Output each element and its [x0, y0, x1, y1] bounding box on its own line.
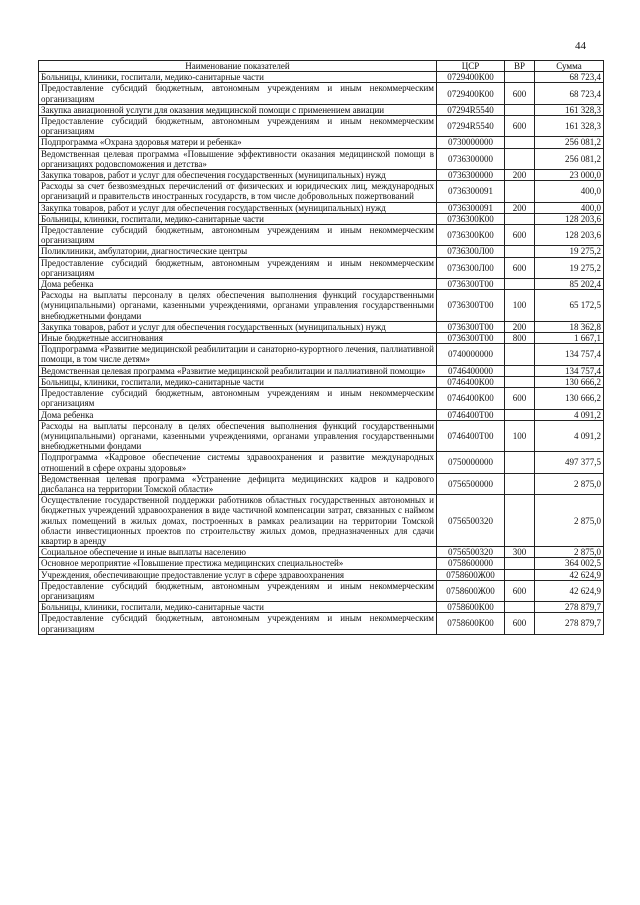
table-body [39, 72, 604, 635]
cell-sum: 134 757,4 [535, 344, 604, 365]
cell-csr: 0736300К00 [437, 213, 505, 224]
header-csr: ЦСР [437, 61, 505, 72]
cell-name: Расходы на выплаты персоналу в целях обеспечения выполнения функций государственными (муниципальными) органами, казенными учреждениями, органами управления государственными внебюджетными фондами [39, 290, 437, 322]
cell-vr [505, 148, 535, 169]
cell-vr [505, 137, 535, 148]
cell-vr [505, 558, 535, 569]
table-row [39, 547, 604, 558]
table-row [39, 580, 604, 601]
cell-csr: 0736300Т00 [437, 333, 505, 344]
table-row [39, 72, 604, 83]
table-row [39, 473, 604, 494]
cell-vr: 600 [505, 225, 535, 246]
table-row [39, 376, 604, 387]
cell-csr: 0729400К00 [437, 83, 505, 104]
cell-name: Больницы, клиники, госпитали, медико-санитарные части [39, 213, 437, 224]
cell-name: Дома ребенка [39, 279, 437, 290]
cell-name: Расходы за счет безвозмездных перечислений от физических и юридических лиц, международных организаций и правительств иностранных государств, в том числе добровольных пожертвований [39, 181, 437, 202]
cell-csr: 0746400000 [437, 365, 505, 376]
cell-vr [505, 213, 535, 224]
table-row [39, 602, 604, 613]
cell-csr: 0736300091 [437, 181, 505, 202]
cell-vr: 100 [505, 420, 535, 452]
cell-vr [505, 409, 535, 420]
cell-name: Больницы, клиники, госпитали, медико-санитарные части [39, 376, 437, 387]
header-sum: Сумма [535, 61, 604, 72]
cell-csr: 0756500320 [437, 495, 505, 547]
cell-csr: 0746400Т00 [437, 420, 505, 452]
cell-sum: 42 624,9 [535, 580, 604, 601]
cell-name: Дома ребенка [39, 409, 437, 420]
cell-csr: 0736300Т00 [437, 279, 505, 290]
cell-vr [505, 473, 535, 494]
cell-csr: 0758600Ж00 [437, 569, 505, 580]
cell-vr [505, 181, 535, 202]
cell-vr: 600 [505, 388, 535, 409]
cell-vr: 200 [505, 170, 535, 181]
cell-vr: 200 [505, 202, 535, 213]
cell-sum: 4 091,2 [535, 409, 604, 420]
cell-name: Поликлиники, амбулатории, диагностические центры [39, 246, 437, 257]
header-name: Наименование показателей [39, 61, 437, 72]
table-row [39, 148, 604, 169]
cell-sum: 128 203,6 [535, 225, 604, 246]
cell-name: Предоставление субсидий бюджетным, автономным учреждениям и иным некоммерческим организациям [39, 613, 437, 634]
cell-name: Ведомственная целевая программа «Повышение эффективности оказания медицинской помощи в организациях родовспоможения и детства» [39, 148, 437, 169]
cell-name: Подпрограмма «Развитие медицинской реабилитации и санаторно-курортного лечения, паллиативной помощи, в том числе детям» [39, 344, 437, 365]
cell-csr: 0750000000 [437, 452, 505, 473]
cell-csr: 0736300Л00 [437, 257, 505, 278]
cell-sum: 18 362,8 [535, 321, 604, 332]
table-row [39, 137, 604, 148]
cell-name: Предоставление субсидий бюджетным, автономным учреждениям и иным некоммерческим организациям [39, 257, 437, 278]
cell-vr [505, 602, 535, 613]
cell-sum: 400,0 [535, 181, 604, 202]
cell-name: Ведомственная целевая программа «Развитие медицинской реабилитации и паллиативной помощи» [39, 365, 437, 376]
cell-csr: 0736300000 [437, 170, 505, 181]
cell-csr: 0746400Т00 [437, 409, 505, 420]
table-row [39, 279, 604, 290]
cell-csr: 0730000000 [437, 137, 505, 148]
table-row [39, 388, 604, 409]
table-header-row [39, 61, 604, 72]
cell-csr: 0746400К00 [437, 388, 505, 409]
cell-sum: 4 091,2 [535, 420, 604, 452]
cell-sum: 161 328,3 [535, 104, 604, 115]
table-row [39, 170, 604, 181]
table-row [39, 569, 604, 580]
table-row [39, 83, 604, 104]
table-row [39, 409, 604, 420]
cell-name: Ведомственная целевая программа «Устранение дефицита медицинских кадров и кадрового дисбаланса на территории Томской области» [39, 473, 437, 494]
cell-sum: 278 879,7 [535, 613, 604, 634]
cell-csr: 07294R5540 [437, 104, 505, 115]
cell-vr: 600 [505, 83, 535, 104]
cell-sum: 256 081,2 [535, 137, 604, 148]
cell-vr [505, 452, 535, 473]
table-row [39, 365, 604, 376]
table-row [39, 452, 604, 473]
cell-name: Социальное обеспечение и иные выплаты населению [39, 547, 437, 558]
table-row [39, 202, 604, 213]
cell-csr: 0736300Л00 [437, 246, 505, 257]
cell-vr: 300 [505, 547, 535, 558]
cell-name: Предоставление субсидий бюджетным, автономным учреждениям и иным некоммерческим организациям [39, 225, 437, 246]
cell-csr: 0758600К00 [437, 602, 505, 613]
cell-vr: 800 [505, 333, 535, 344]
cell-vr [505, 104, 535, 115]
cell-vr [505, 279, 535, 290]
cell-name: Предоставление субсидий бюджетным, автономным учреждениям и иным некоммерческим организациям [39, 388, 437, 409]
cell-sum: 85 202,4 [535, 279, 604, 290]
cell-name: Больницы, клиники, госпитали, медико-санитарные части [39, 602, 437, 613]
cell-sum: 1 667,1 [535, 333, 604, 344]
cell-vr [505, 365, 535, 376]
header-vr: ВР [505, 61, 535, 72]
cell-sum: 364 002,5 [535, 558, 604, 569]
cell-vr [505, 72, 535, 83]
table-row [39, 181, 604, 202]
table-row [39, 321, 604, 332]
cell-csr: 0756500320 [437, 547, 505, 558]
cell-name: Предоставление субсидий бюджетным, автономным учреждениям и иным некоммерческим организациям [39, 116, 437, 137]
cell-name: Закупка товаров, работ и услуг для обеспечения государственных (муниципальных) нужд [39, 202, 437, 213]
cell-vr [505, 569, 535, 580]
cell-csr: 0756500000 [437, 473, 505, 494]
cell-vr: 600 [505, 613, 535, 634]
cell-sum: 400,0 [535, 202, 604, 213]
cell-name: Предоставление субсидий бюджетным, автономным учреждениям и иным некоммерческим организациям [39, 83, 437, 104]
cell-csr: 0758600Ж00 [437, 580, 505, 601]
cell-sum: 130 666,2 [535, 376, 604, 387]
table-row [39, 613, 604, 634]
table-row [39, 225, 604, 246]
cell-name: Расходы на выплаты персоналу в целях обеспечения выполнения функций государственными (муниципальными) органами, казенными учреждениями, органами управления государственными внебюджетными фондами [39, 420, 437, 452]
cell-sum: 134 757,4 [535, 365, 604, 376]
cell-name: Осуществление государственной поддержки работников областных государственных автономных и бюджетных учреждений здравоохранения в виде частичной компенсации затрат, связанных с наймом жилых помещений в жилых домах, построенных в рамках реализации на территории Томской области инвестиционных проектов по строительству жилых домов, предназначенных для сдачи квартир в аренду [39, 495, 437, 547]
table-row [39, 290, 604, 322]
cell-csr: 07294R5540 [437, 116, 505, 137]
cell-csr: 0758600К00 [437, 613, 505, 634]
table-row [39, 246, 604, 257]
table-row [39, 558, 604, 569]
cell-name: Закупка товаров, работ и услуг для обеспечения государственных (муниципальных) нужд [39, 321, 437, 332]
cell-vr: 200 [505, 321, 535, 332]
cell-vr: 100 [505, 290, 535, 322]
page-number: 44 [575, 40, 586, 52]
cell-name: Иные бюджетные ассигнования [39, 333, 437, 344]
cell-name: Закупка авиационной услуги для оказания медицинской помощи с применением авиации [39, 104, 437, 115]
table-row [39, 213, 604, 224]
cell-sum: 68 723,4 [535, 72, 604, 83]
cell-vr [505, 246, 535, 257]
cell-csr: 0736300Т00 [437, 321, 505, 332]
cell-sum: 42 624,9 [535, 569, 604, 580]
cell-sum: 19 275,2 [535, 257, 604, 278]
cell-name: Закупка товаров, работ и услуг для обеспечения государственных (муниципальных) нужд [39, 170, 437, 181]
cell-vr [505, 344, 535, 365]
cell-name: Больницы, клиники, госпитали, медико-санитарные части [39, 72, 437, 83]
cell-sum: 68 723,4 [535, 83, 604, 104]
cell-name: Предоставление субсидий бюджетным, автономным учреждениям и иным некоммерческим организациям [39, 580, 437, 601]
budget-table [38, 60, 604, 635]
cell-csr: 0736300К00 [437, 225, 505, 246]
cell-name: Основное мероприятие «Повышение престижа медицинских специальностей» [39, 558, 437, 569]
cell-vr [505, 376, 535, 387]
table-row [39, 344, 604, 365]
table-row [39, 116, 604, 137]
cell-sum: 19 275,2 [535, 246, 604, 257]
cell-csr: 0736300091 [437, 202, 505, 213]
cell-sum: 161 328,3 [535, 116, 604, 137]
cell-csr: 0746400К00 [437, 376, 505, 387]
cell-sum: 497 377,5 [535, 452, 604, 473]
cell-csr: 0729400К00 [437, 72, 505, 83]
cell-sum: 2 875,0 [535, 547, 604, 558]
cell-sum: 2 875,0 [535, 473, 604, 494]
cell-csr: 0740000000 [437, 344, 505, 365]
cell-csr: 0736300Т00 [437, 290, 505, 322]
cell-vr [505, 495, 535, 547]
cell-sum: 2 875,0 [535, 495, 604, 547]
cell-name: Подпрограмма «Кадровое обеспечение системы здравоохранения и развитие международных отношений в сфере охраны здоровья» [39, 452, 437, 473]
cell-name: Учреждения, обеспечивающие предоставление услуг в сфере здравоохранения [39, 569, 437, 580]
cell-name: Подпрограмма «Охрана здоровья матери и ребенка» [39, 137, 437, 148]
table-row [39, 495, 604, 547]
cell-sum: 130 666,2 [535, 388, 604, 409]
cell-csr: 0736300000 [437, 148, 505, 169]
table-row [39, 257, 604, 278]
cell-vr: 600 [505, 580, 535, 601]
cell-vr: 600 [505, 116, 535, 137]
cell-vr: 600 [505, 257, 535, 278]
table-row [39, 104, 604, 115]
cell-sum: 128 203,6 [535, 213, 604, 224]
cell-sum: 256 081,2 [535, 148, 604, 169]
cell-csr: 0758600000 [437, 558, 505, 569]
table-row [39, 333, 604, 344]
table-row [39, 420, 604, 452]
cell-sum: 278 879,7 [535, 602, 604, 613]
cell-sum: 65 172,5 [535, 290, 604, 322]
cell-sum: 23 000,0 [535, 170, 604, 181]
